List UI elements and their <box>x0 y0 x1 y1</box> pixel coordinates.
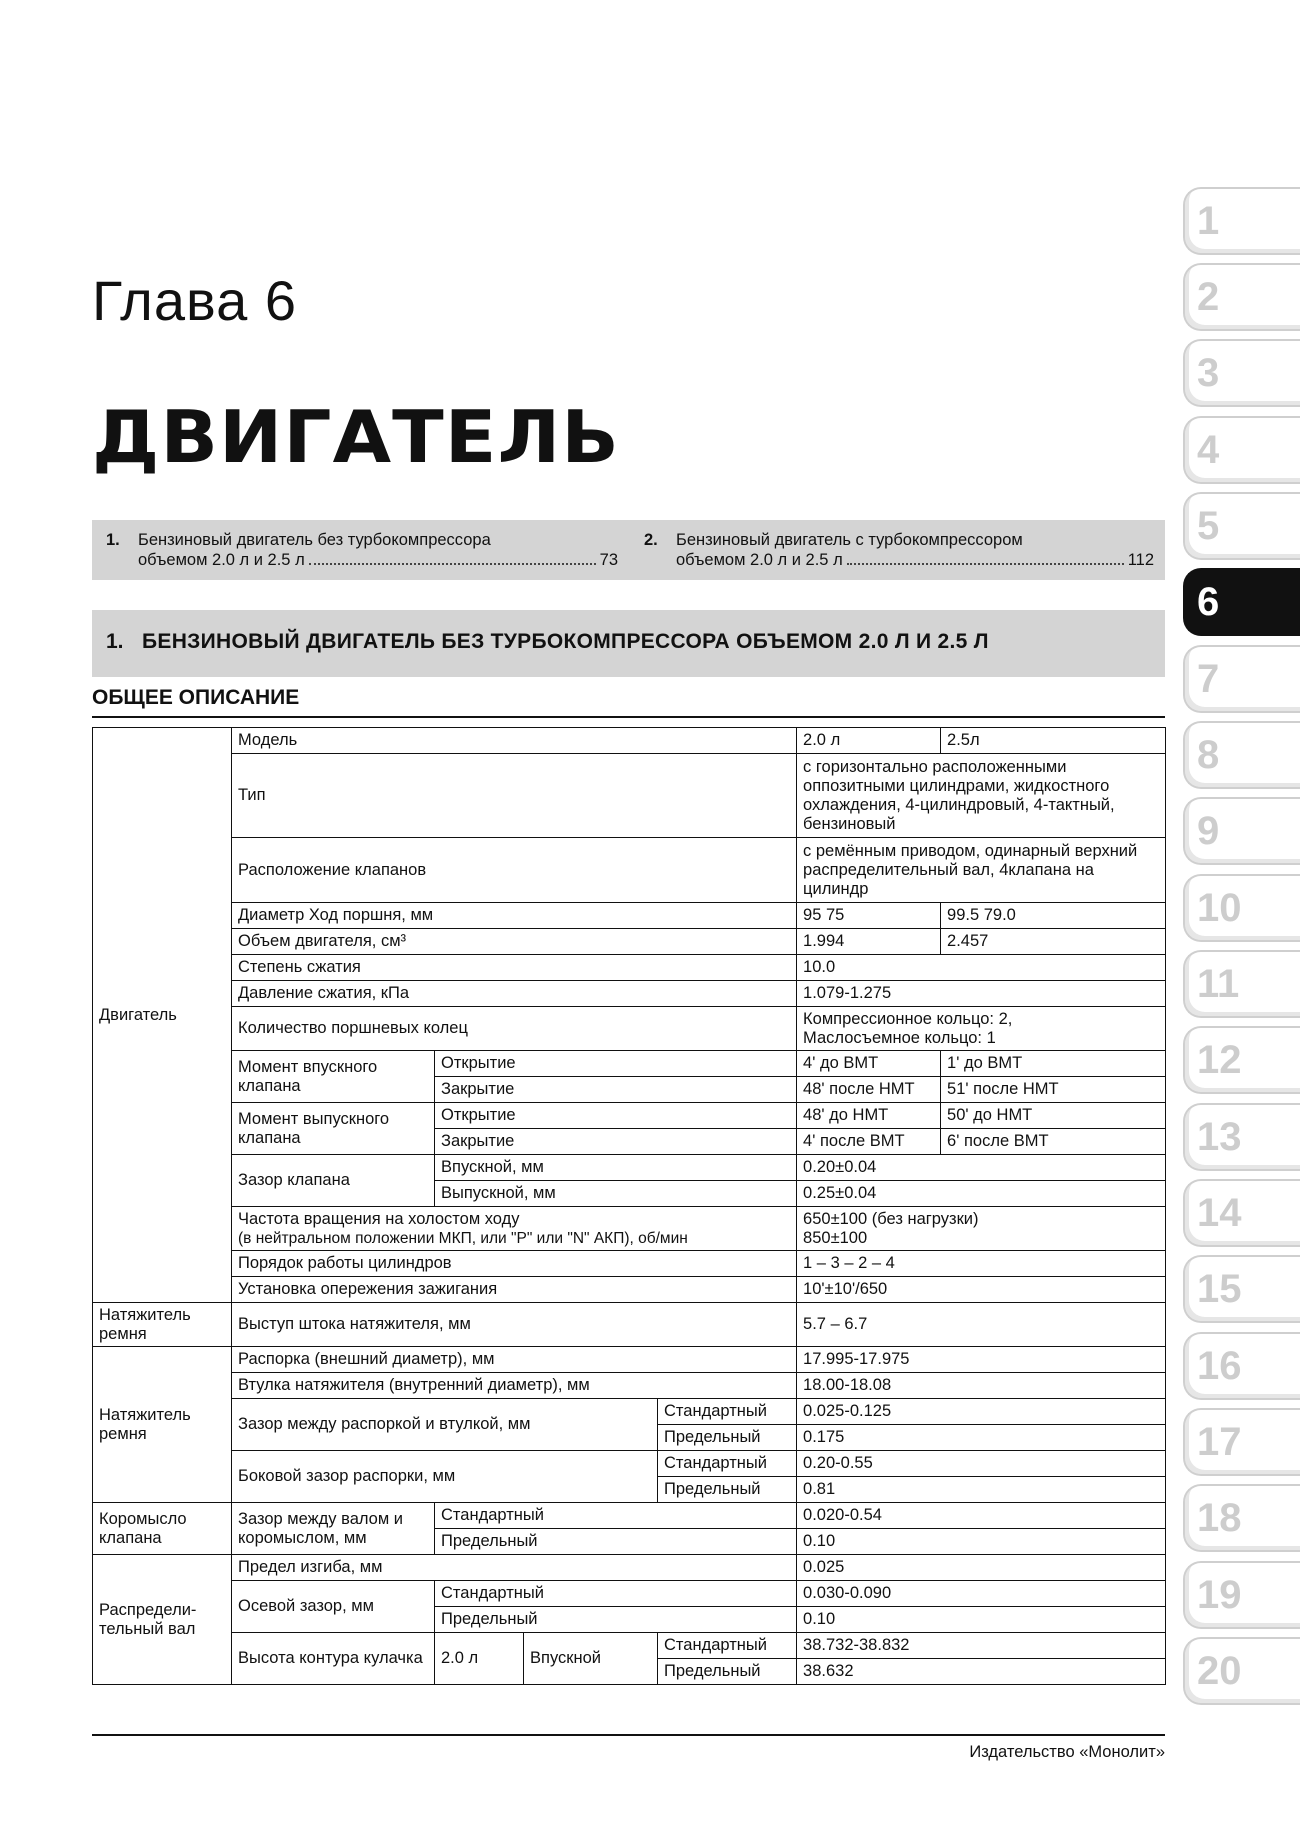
sub-param-label: Стандартный <box>658 1451 797 1477</box>
toc-entry-title: Бензиновый двигатель без турбокомпрессора <box>138 531 491 549</box>
table-of-contents <box>92 520 1165 580</box>
chapter-tab-16[interactable] <box>1183 1332 1300 1400</box>
tab-label: 11 <box>1197 962 1240 1006</box>
param-label: Установка опережения зажигания <box>232 1277 797 1303</box>
sub-param-label: Предельный <box>658 1477 797 1503</box>
sub-param-label: Предельный <box>658 1425 797 1451</box>
sub-param-label: Открытие <box>435 1103 797 1129</box>
param-label: Зазор между валом и коромыслом, мм <box>232 1503 435 1555</box>
group-rocker-arm: Коромысло клапана <box>93 1503 232 1555</box>
group-engine: Двигатель <box>93 728 232 1303</box>
toc-entry-page: 73 <box>599 551 618 569</box>
sub-param-label: Предельный <box>435 1529 797 1555</box>
value-line: Компрессионное кольцо: 2, <box>803 1009 1013 1028</box>
chapter-title: ДВИГАТЕЛЬ <box>92 395 620 479</box>
section-number: 1. <box>106 630 124 653</box>
value-cell: 0.030-0.090 <box>797 1581 1166 1607</box>
toc-entry-number: 2. <box>644 531 658 549</box>
sub-param-label: Предельный <box>658 1659 797 1685</box>
value-cell: 4' после ВМТ <box>797 1129 941 1155</box>
param-label: Выступ штока натяжителя, мм <box>232 1303 797 1347</box>
chapter-tab-9[interactable] <box>1183 797 1300 865</box>
param-label: Степень сжатия <box>232 955 797 981</box>
chapter-tab-15[interactable] <box>1183 1255 1300 1323</box>
value-cell <box>797 1207 1166 1251</box>
group-camshaft: Распредели-тельный вал <box>93 1555 232 1685</box>
value-line: Маслосъемное кольцо: 1 <box>803 1028 996 1047</box>
param-label: Объем двигателя, см³ <box>232 929 797 955</box>
sub-param-label: Закрытие <box>435 1129 797 1155</box>
sub-param-label: Стандартный <box>658 1633 797 1659</box>
param-line: (в нейтральном положении МКП, или "Р" или "N" АКП), об/мин <box>238 1229 688 1247</box>
value-line: 650±100 (без нагрузки) <box>803 1209 979 1228</box>
param-label: Предел изгиба, мм <box>232 1555 797 1581</box>
value-cell: 6' после ВМТ <box>941 1129 1166 1155</box>
sub-param-label: Впускной <box>524 1633 658 1685</box>
value-cell: 4' до ВМТ <box>797 1051 941 1077</box>
value-cell: 1 – 3 – 2 – 4 <box>797 1251 1166 1277</box>
tab-label: 12 <box>1197 1038 1242 1082</box>
chapter-tab-3[interactable] <box>1183 339 1300 407</box>
param-label: Диаметр Ход поршня, мм <box>232 903 797 929</box>
value-line: 850±100 <box>803 1228 868 1247</box>
tab-label: 19 <box>1197 1573 1242 1617</box>
value-cell: 50' до НМТ <box>941 1103 1166 1129</box>
tab-label: 8 <box>1197 733 1220 777</box>
sub-param-label: Стандартный <box>435 1581 797 1607</box>
param-label: Момент впускного клапана <box>232 1051 435 1103</box>
param-label: Осевой зазор, мм <box>232 1581 435 1633</box>
tab-label: 7 <box>1197 657 1220 701</box>
param-label: Втулка натяжителя (внутренний диаметр), мм <box>232 1373 797 1399</box>
tab-label: 4 <box>1197 428 1220 472</box>
tab-label: 3 <box>1197 351 1220 395</box>
value-cell: 18.00-18.08 <box>797 1373 1166 1399</box>
toc-entry-title: Бензиновый двигатель с турбокомпрессором <box>676 531 1023 549</box>
tab-label: 1 <box>1197 199 1220 243</box>
chapter-tab-20[interactable] <box>1183 1637 1300 1705</box>
param-label: Количество поршневых колец <box>232 1007 797 1051</box>
param-label: Давление сжатия, кПа <box>232 981 797 1007</box>
tab-label: 5 <box>1197 504 1220 548</box>
footer-rule <box>92 1734 1165 1736</box>
sub-param-label: Стандартный <box>435 1503 797 1529</box>
value-cell: 1' до ВМТ <box>941 1051 1166 1077</box>
chapter-tab-11[interactable] <box>1183 950 1300 1018</box>
value-cell: 1.994 <box>797 929 941 955</box>
value-cell: 0.25±0.04 <box>797 1181 1166 1207</box>
value-cell: 2.457 <box>941 929 1166 955</box>
value-cell <box>797 1007 1166 1051</box>
value-cell: 10.0 <box>797 955 1166 981</box>
value-cell: 2.0 л <box>797 728 941 754</box>
tab-label: 9 <box>1197 809 1220 853</box>
chapter-tab-13[interactable] <box>1183 1103 1300 1171</box>
value-cell: 48' до НМТ <box>797 1103 941 1129</box>
tab-label: 13 <box>1197 1115 1242 1159</box>
tab-label: 10 <box>1197 886 1242 930</box>
value-cell: 38.732-38.832 <box>797 1633 1166 1659</box>
toc-entry-subtitle: объемом 2.0 л и 2.5 л <box>676 551 843 569</box>
group-belt-tensioner: Натяжитель ремня <box>93 1303 232 1347</box>
chapter-tab-1[interactable] <box>1183 187 1300 255</box>
chapter-tab-5[interactable] <box>1183 492 1300 560</box>
param-line: Частота вращения на холостом ходу <box>238 1209 520 1228</box>
group-belt-tensioner-2: Натяжитель ремня <box>93 1347 232 1503</box>
param-label: Расположение клапанов <box>232 838 797 903</box>
value-cell: 0.025 <box>797 1555 1166 1581</box>
sub-param-label: 2.0 л <box>435 1633 524 1685</box>
spec-table <box>92 727 1166 1303</box>
spec-table-2 <box>92 1302 1166 1685</box>
value-cell: 99.5 79.0 <box>941 903 1166 929</box>
value-cell: 17.995-17.975 <box>797 1347 1166 1373</box>
chapter-tab-10[interactable] <box>1183 874 1300 942</box>
value-cell: 1.079-1.275 <box>797 981 1166 1007</box>
sub-param-label: Открытие <box>435 1051 797 1077</box>
chapter-tab-19[interactable] <box>1183 1561 1300 1629</box>
sub-param-label: Стандартный <box>658 1399 797 1425</box>
tab-label: 17 <box>1197 1420 1242 1464</box>
chapter-tab-8[interactable] <box>1183 721 1300 789</box>
value-cell: 48' после НМТ <box>797 1077 941 1103</box>
param-label: Тип <box>232 754 797 838</box>
tab-label: 14 <box>1197 1191 1242 1235</box>
param-label: Зазор между распоркой и втулкой, мм <box>232 1399 658 1451</box>
chapter-tab-6[interactable] <box>1183 568 1300 636</box>
param-label: Распорка (внешний диаметр), мм <box>232 1347 797 1373</box>
value-cell: 38.632 <box>797 1659 1166 1685</box>
param-label <box>232 1207 797 1251</box>
sub-param-label: Предельный <box>435 1607 797 1633</box>
sub-param-label: Впускной, мм <box>435 1155 797 1181</box>
chapter-tab-17[interactable] <box>1183 1408 1300 1476</box>
value-cell: 0.10 <box>797 1529 1166 1555</box>
chapter-tab-2[interactable] <box>1183 263 1300 331</box>
tab-label: 2 <box>1197 275 1220 319</box>
value-cell: 5.7 – 6.7 <box>797 1303 1166 1347</box>
chapter-tab-18[interactable] <box>1183 1484 1300 1552</box>
tab-label: 6 <box>1197 580 1220 624</box>
tab-label: 20 <box>1197 1649 1242 1693</box>
sub-param-label: Выпускной, мм <box>435 1181 797 1207</box>
section-heading <box>92 610 1165 677</box>
publisher-footer: Издательство «Монолит» <box>969 1743 1165 1761</box>
toc-entry-subtitle: объемом 2.0 л и 2.5 л <box>138 551 305 569</box>
value-cell: 0.175 <box>797 1425 1166 1451</box>
chapter-tab-14[interactable] <box>1183 1179 1300 1247</box>
value-cell: с ремённым приводом, одинарный верхний распределительный вал, 4клапана на цилиндр <box>797 838 1166 903</box>
param-label: Модель <box>232 728 797 754</box>
value-cell: 0.020-0.54 <box>797 1503 1166 1529</box>
param-label: Порядок работы цилиндров <box>232 1251 797 1277</box>
toc-entry-number: 1. <box>106 531 120 549</box>
value-cell: 0.025-0.125 <box>797 1399 1166 1425</box>
value-cell: 51' после НМТ <box>941 1077 1166 1103</box>
value-cell: 0.10 <box>797 1607 1166 1633</box>
value-cell: 0.81 <box>797 1477 1166 1503</box>
chapter-label: Глава 6 <box>92 269 297 332</box>
chapter-tab-4[interactable] <box>1183 416 1300 484</box>
value-cell: 10'±10'/650 <box>797 1277 1166 1303</box>
subsection-heading: ОБЩЕЕ ОПИСАНИЕ <box>92 686 1165 718</box>
chapter-tab-7[interactable] <box>1183 645 1300 713</box>
section-title: БЕНЗИНОВЫЙ ДВИГАТЕЛЬ БЕЗ ТУРБОКОМПРЕССОРА ОБЪЕМОМ 2.0 Л И 2.5 Л <box>142 630 989 653</box>
sub-param-label: Закрытие <box>435 1077 797 1103</box>
tab-label: 15 <box>1197 1267 1242 1311</box>
value-cell: 0.20±0.04 <box>797 1155 1166 1181</box>
param-label: Зазор клапана <box>232 1155 435 1207</box>
value-cell: 0.20-0.55 <box>797 1451 1166 1477</box>
value-cell: 95 75 <box>797 903 941 929</box>
param-label: Момент выпускного клапана <box>232 1103 435 1155</box>
param-label: Боковой зазор распорки, мм <box>232 1451 658 1503</box>
toc-entry-page: 112 <box>1127 551 1154 569</box>
tab-label: 18 <box>1197 1496 1242 1540</box>
chapter-tab-12[interactable] <box>1183 1026 1300 1094</box>
value-cell: 2.5л <box>941 728 1166 754</box>
tab-label: 16 <box>1197 1344 1242 1388</box>
param-label: Высота контура кулачка <box>232 1633 435 1685</box>
value-cell: с горизонтально расположенными оппозитными цилиндрами, жидкостного охлаждения, 4-цилиндровый, 4-тактный, бензиновый <box>797 754 1166 838</box>
